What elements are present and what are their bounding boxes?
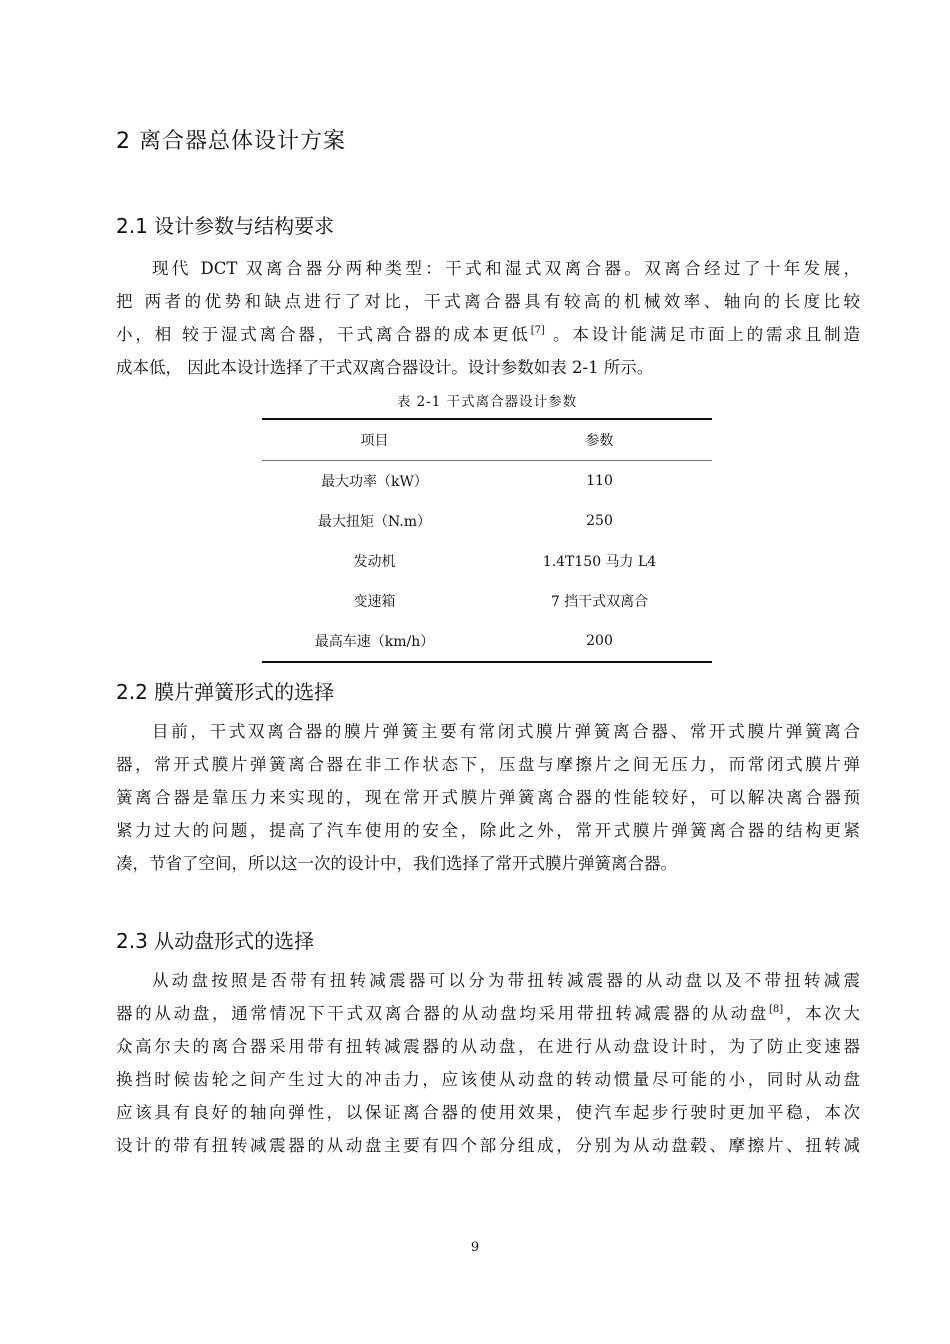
paragraph-line: 成本低， 因此本设计选择了干式双离合器设计。设计参数如表 2-1 所示。 <box>116 358 654 377</box>
paragraph-line: 把 两者的优势和缺点进行了对比，干式离合器具有较高的机械效率、轴向的长度比较 <box>116 292 860 311</box>
table-cell: 变速箱 <box>353 594 396 610</box>
table-cell: 7 挡干式双离合 <box>550 594 649 610</box>
paragraph-line: 目前，干式双离合器的膜片弹簧主要有常闭式膜片弹簧离合器、常开式膜片弹簧离合 <box>152 722 860 741</box>
table-row <box>262 581 712 621</box>
table-cell: 200 <box>487 621 712 662</box>
line-text: 。本设计能满足市面上的需求且制造 <box>544 325 861 344</box>
table-cell: 发动机 <box>353 554 396 570</box>
paragraph-line: 换挡时候齿轮之间产生过大的冲击力，应该使从动盘的转动惯量尽可能的小，同时从动盘 <box>116 1070 860 1089</box>
section-heading-2-1: 2.1 设计参数与结构要求 <box>116 214 335 238</box>
paragraph-line <box>116 997 860 1030</box>
paragraph-2-1 <box>116 252 860 384</box>
citation-ref: [7] <box>530 325 545 336</box>
chapter-title: 2 离合器总体设计方案 <box>116 129 346 154</box>
table-row <box>262 501 712 541</box>
paragraph-line: 簧离合器是靠压力来实现的，现在常开式膜片弹簧离合器的性能较好，可以解决离合器预 <box>116 788 860 807</box>
paragraph-2-2 <box>116 715 860 880</box>
paragraph-2-3 <box>116 964 860 1162</box>
paragraph-line: 应该具有良好的轴向弹性，以保证离合器的使用效果，使汽车起步行驶时更加平稳，本次 <box>116 1103 860 1122</box>
paragraph-line: 现代 DCT 双离合器分两种类型：干式和湿式双离合器。双离合经过了十年发展， <box>152 259 860 278</box>
paragraph-line: 设计的带有扭转减震器的从动盘主要有四个部分组成，分别为从动盘毂、摩擦片、扭转减 <box>116 1136 860 1155</box>
section-heading-2-2: 2.2 膜片弹簧形式的选择 <box>116 680 335 704</box>
table-row <box>262 541 712 581</box>
paragraph-line: 从动盘按照是否带有扭转减震器可以分为带扭转减震器的从动盘以及不带扭转减震 <box>152 971 860 990</box>
table-caption: 表 2-1 干式离合器设计参数 <box>396 394 578 410</box>
page-number: 9 <box>470 1240 480 1255</box>
table-cell: 最高车速（km/h） <box>262 621 487 662</box>
paragraph-line: 紧力过大的问题，提高了汽车使用的安全，除此之外，常开式膜片弹簧离合器的结构更紧 <box>116 821 860 840</box>
table-row <box>262 461 712 502</box>
line-text: 小，相 较于湿式离合器，干式离合器的成本更低 <box>116 325 531 344</box>
paragraph-line: 众高尔夫的离合器采用带有扭转减震器的从动盘，在进行从动盘设计时，为了防止变速器 <box>116 1037 860 1056</box>
table-cell: 最大功率（kW） <box>321 474 428 490</box>
design-parameters-table <box>262 418 712 663</box>
column-header: 项目 <box>262 419 487 461</box>
table-row <box>262 621 712 662</box>
table-cell: 1.4T150 马力 L4 <box>542 554 657 570</box>
line-text: ，本次大 <box>783 1004 861 1023</box>
table-cell: 最大扭矩（N.m） <box>317 514 432 530</box>
section-heading-2-3: 2.3 从动盘形式的选择 <box>116 929 315 953</box>
table-cell: 110 <box>586 473 613 489</box>
table-cell: 250 <box>586 513 613 529</box>
paragraph-line: 凑，节省了空间，所以这一次的设计中，我们选择了常开式膜片弹簧离合器。 <box>116 854 677 873</box>
paragraph-line <box>116 318 860 351</box>
table-header-row <box>262 419 712 461</box>
line-text: 器的从动盘，通常情况下干式双离合器的从动盘均采用带扭转减震器的从动盘 <box>116 1004 770 1023</box>
column-header: 参数 <box>487 419 712 461</box>
paragraph-line: 器，常开式膜片弹簧离合器在非工作状态下，压盘与摩擦片之间无压力，而常闭式膜片弹 <box>116 755 860 774</box>
citation-ref: [8] <box>769 1004 784 1015</box>
